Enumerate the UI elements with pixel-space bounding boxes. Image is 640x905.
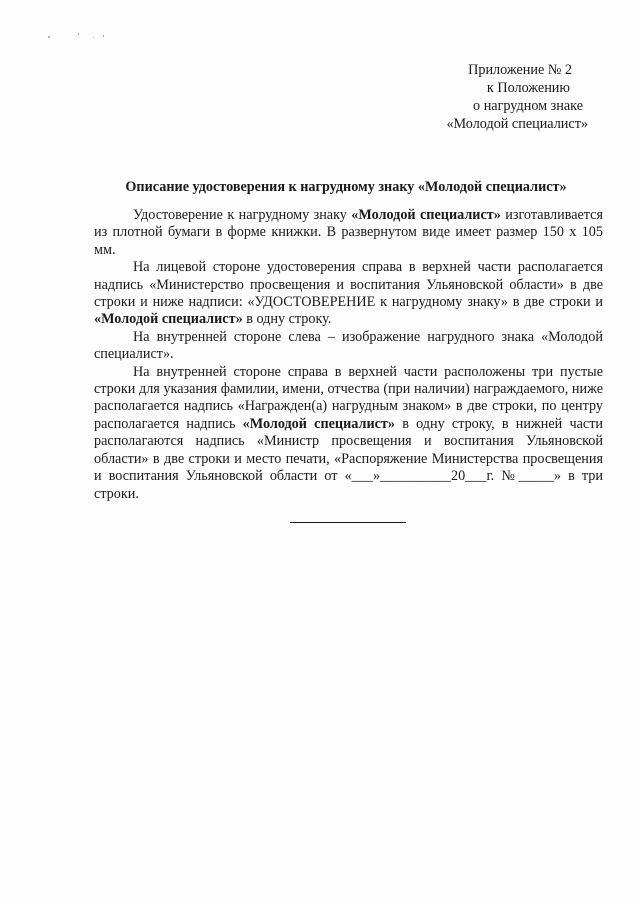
scan-speck	[78, 33, 79, 35]
paragraph-text: На внутренней стороне слева – изображение нагрудного знака «Молодой специалист».	[94, 328, 603, 363]
appendix-subject: о нагрудном знаке	[473, 98, 583, 114]
paragraph-front-side	[94, 259, 603, 329]
document-body	[94, 207, 603, 503]
paragraph-inner-left	[94, 329, 603, 364]
appendix-badge-name: «Молодой специалист»	[446, 116, 588, 132]
paragraph-text: Удостоверение к нагрудному знаку	[133, 207, 352, 223]
document-title: Описание удостоверения к нагрудному знаку «Молодой специалист»	[125, 179, 567, 195]
paragraph-text: в одну строку, в нижней части располагаются надпись «Министр просвещения и воспитания Ульяновской области» в две строки и место печати, «Распоряжение Министерства просвещения и воспитания Ульяновской области от «___»__________20___г. №_____» в три строки.	[94, 415, 604, 502]
paragraph-text: На лицевой стороне удостоверения справа в верхней части располагается надпись «Министерство просвещения и воспитания Ульяновской области» в две строки и ниже надписи: «УДОСТОВЕРЕНИЕ к нагрудному знаку» в две строки и	[94, 259, 603, 311]
end-divider-line	[290, 522, 406, 523]
badge-name-bold: «Молодой специалист»	[94, 311, 243, 328]
badge-name-bold: «Молодой специалист»	[351, 207, 501, 223]
paragraph-size	[94, 207, 603, 259]
appendix-number: Приложение № 2	[468, 62, 572, 78]
appendix-header	[388, 61, 588, 133]
scan-speck	[103, 35, 104, 37]
badge-name-bold: «Молодой специалист»	[242, 415, 395, 432]
paragraph-text: в одну строку.	[242, 311, 332, 328]
scan-speck	[48, 36, 50, 38]
scan-speck	[93, 37, 94, 38]
paragraph-text: На внутренней стороне справа в верхней части расположены три пустые строки для указания фамилии, имени, отчества (при наличии) награждаемого, ниже располагается надпись «Награжден(а) нагрудным знаком» в две строки, по центру располагается надпись	[94, 363, 603, 432]
appendix-regulation: к Положению	[486, 80, 570, 96]
paragraph-text: изготавливается из плотной бумаги в форме книжки. В развернутом виде имеет размер 150 x 105 мм.	[94, 207, 603, 258]
paragraph-inner-right	[94, 364, 603, 503]
